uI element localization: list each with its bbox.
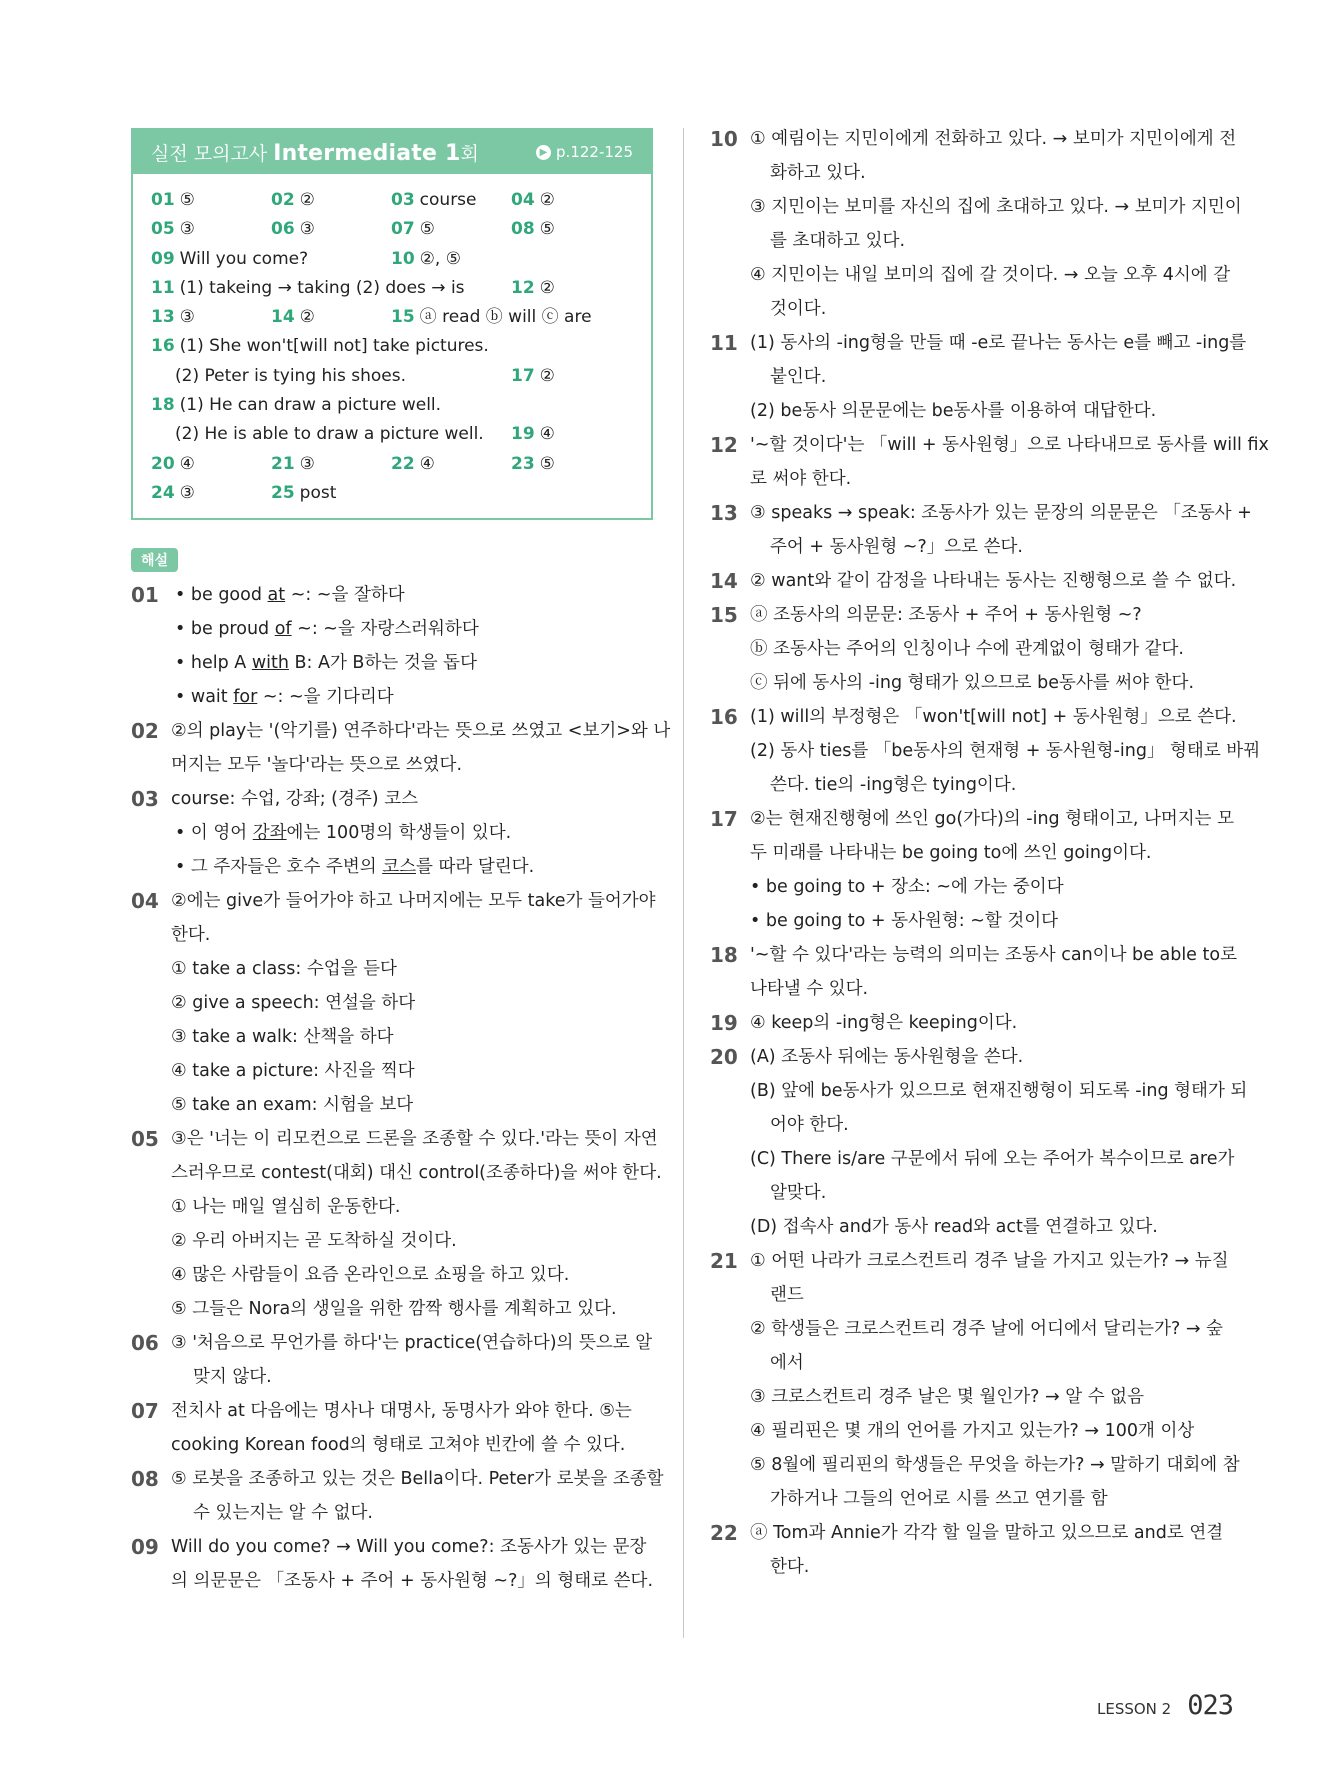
explanation-line: (B) 앞에 be동사가 있으므로 현재진행형이 되도록 -ing 형태가 되 <box>750 1081 1248 1101</box>
explanation-08 <box>131 1462 664 1530</box>
answer-item: 07 ⑤ <box>391 219 435 240</box>
explanation-body <box>171 884 656 1122</box>
explanation-body <box>750 1516 1240 1584</box>
explanation-line: ① 예림이는 지민이에게 전화하고 있다. → 보미가 지민이에게 전 <box>750 129 1237 149</box>
explanation-19 <box>710 1006 1240 1040</box>
explanation-22 <box>710 1516 1240 1584</box>
explanation-line: ③ 지민이는 보미를 자신의 집에 초대하고 있다. → 보미가 지민이 <box>750 197 1242 217</box>
answer-item: 02 ② <box>271 190 315 210</box>
explanation-line: course: 수업, 강좌; (경주) 코스 <box>171 789 418 810</box>
explanation-line: ⓑ 조동사는 주어의 인칭이나 수에 관계없이 형태가 같다. <box>750 639 1184 659</box>
answer-item: 20 ④ <box>151 453 195 474</box>
explanation-number: 05 <box>131 1127 159 1152</box>
explanation-body <box>750 700 1260 802</box>
explanation-line: ③은 '너는 이 리모컨으로 드론을 조종할 수 있다.'라는 뜻이 자연 <box>171 1129 658 1150</box>
explanation-line: 알맞다. <box>770 1183 827 1203</box>
explanation-line: 수 있는지는 알 수 없다. <box>193 1503 373 1524</box>
lesson-label: LESSON 2 <box>1097 1700 1172 1718</box>
explanation-body <box>750 938 1240 1006</box>
explanation-body <box>750 802 1240 938</box>
explanation-line: 맞지 않다. <box>193 1367 272 1388</box>
explanation-21 <box>710 1244 1240 1516</box>
answer-item: 22 ④ <box>391 453 435 474</box>
explanation-line: 것이다. <box>770 299 827 319</box>
explanation-body <box>750 326 1246 428</box>
explanation-line: ⑤ 그들은 Nora의 생일을 위한 깜짝 행사를 계획하고 있다. <box>171 1299 617 1320</box>
explanation-number: 09 <box>131 1535 159 1560</box>
explanation-15 <box>710 598 1240 700</box>
explanation-line: ③ speaks → speak: 조동사가 있는 문장의 의문문은 「조동사 + <box>750 503 1252 523</box>
explanation-10 <box>710 122 1240 326</box>
explanation-line: ① take a class: 수업을 듣다 <box>171 959 397 980</box>
answer-item: 09 Will you come? <box>151 248 309 269</box>
explanation-line: ③ 크로스컨트리 경주 날은 몇 월인가? → 알 수 없음 <box>750 1387 1144 1407</box>
explanation-line: cooking Korean food의 형태로 고쳐야 빈칸에 쓸 수 있다. <box>171 1435 626 1456</box>
explanation-body <box>171 1394 653 1462</box>
explanation-number: 11 <box>710 331 738 355</box>
explanation-line: (2) 동사 ties를 「be동사의 현재형 + 동사원형-ing」 형태로 바꿔 <box>750 741 1261 761</box>
explanation-line: Will do you come? → Will you come?: 조동사가 있는 문장 <box>171 1537 647 1558</box>
answer-list <box>133 174 651 518</box>
explanation-line: ②에는 give가 들어가야 하고 나머지에는 모두 take가 들어가야 <box>171 891 656 912</box>
answer-item: 19 ④ <box>511 424 555 445</box>
explanation-body <box>171 1530 653 1598</box>
explanation-number: 06 <box>131 1331 159 1356</box>
explanation-line: • be going to + 동사원형: ~할 것이다 <box>750 911 1059 931</box>
explanation-line: (1) 동사의 -ing형을 만들 때 -e로 끝나는 동사는 e를 빼고 -ing를 <box>750 333 1247 353</box>
answer-item: 11 (1) takeing → taking (2) does → is <box>151 277 465 298</box>
explanation-line: • be going to + 장소: ~에 가는 중이다 <box>750 877 1064 897</box>
explanation-line: 한다. <box>171 925 211 946</box>
explanation-line: ⑤ take an exam: 시험을 보다 <box>171 1095 414 1116</box>
explanation-line: ⓐ Tom과 Annie가 각각 할 일을 말하고 있으므로 and로 연결 <box>750 1523 1224 1543</box>
explanation-14 <box>710 564 1240 598</box>
explanation-line: 주어 + 동사원형 ~?」으로 쓴다. <box>770 537 1023 557</box>
explanation-number: 19 <box>710 1011 738 1035</box>
explanation-number: 18 <box>710 943 738 967</box>
explanation-line: ② want와 같이 감정을 나타내는 동사는 진행형으로 쓸 수 없다. <box>750 571 1237 591</box>
explanation-body <box>171 1462 664 1530</box>
explanation-06 <box>131 1326 653 1394</box>
explanation-body <box>750 1244 1240 1516</box>
explanation-body <box>171 782 653 884</box>
explanation-line: ④ 필리핀은 몇 개의 언어를 가지고 있는가? → 100개 이상 <box>750 1421 1195 1441</box>
explanation-line: 한다. <box>770 1557 810 1577</box>
explanation-line: 의 의문문은 「조동사 + 주어 + 동사원형 ~?」의 형태로 쓴다. <box>171 1571 654 1592</box>
answer-item: (2) He is able to draw a picture well. <box>175 424 484 445</box>
answer-item: 25 post <box>271 482 337 503</box>
explanation-line: 스러우므로 contest(대회) 대신 control(조종하다)을 써야 한다. <box>171 1163 662 1184</box>
explanation-line: ⑤ 로봇을 조종하고 있는 것은 Bella이다. Peter가 로봇을 조종할 <box>171 1469 664 1490</box>
explanation-line: 두 미래를 나타내는 be going to에 쓰인 going이다. <box>750 843 1152 863</box>
explanation-number: 12 <box>710 433 738 457</box>
answer-item: 10 ②, ⑤ <box>391 248 461 269</box>
answer-item: 18 (1) He can draw a picture well. <box>151 395 442 416</box>
explanation-line: (A) 조동사 뒤에는 동사원형을 쓴다. <box>750 1047 1024 1067</box>
explanation-17 <box>710 802 1240 938</box>
answer-item: 01 ⑤ <box>151 190 195 210</box>
answer-box-header <box>133 130 651 174</box>
explanation-line: ① 나는 매일 열심히 운동한다. <box>171 1197 401 1218</box>
explanation-line: 랜드 <box>770 1285 804 1305</box>
explanation-body <box>750 1006 1240 1040</box>
explanation-line: 에서 <box>770 1353 804 1373</box>
explanation-number: 08 <box>131 1467 159 1492</box>
explanation-line: ② give a speech: 연설을 하다 <box>171 993 416 1014</box>
explanation-11 <box>710 326 1247 428</box>
answer-item: 13 ③ <box>151 307 195 328</box>
explanation-number: 13 <box>710 501 738 525</box>
chevron-right-icon: ▶ <box>536 145 551 160</box>
explanation-body <box>750 122 1242 326</box>
explanation-line: 머지는 모두 '놀다'라는 뜻으로 쓰였다. <box>171 755 463 776</box>
explanation-16 <box>710 700 1261 802</box>
explanation-line: 를 초대하고 있다. <box>770 231 906 251</box>
explanation-body <box>171 714 670 782</box>
page-number: 023 <box>1187 1690 1233 1721</box>
answer-box-title: 실전 모의고사 Intermediate 1회 <box>151 140 479 166</box>
explanation-number: 21 <box>710 1249 738 1273</box>
explanation-line: 나타낼 수 있다. <box>750 979 869 999</box>
explanation-line: ④ take a picture: 사진을 찍다 <box>171 1061 415 1082</box>
explanation-05 <box>131 1122 662 1326</box>
explanation-number: 20 <box>710 1045 738 1069</box>
answer-item: 04 ② <box>511 190 555 210</box>
explanation-line: • be good at ~: ~을 잘하다 <box>171 578 653 612</box>
answer-item: 15 ⓐ read ⓑ will ⓒ are <box>391 307 592 328</box>
explanation-body <box>750 496 1252 564</box>
explanation-line: 어야 한다. <box>770 1115 849 1135</box>
answer-item: 16 (1) She won't[will not] take pictures. <box>151 336 489 357</box>
explanation-body <box>750 1040 1247 1244</box>
explanation-04 <box>131 884 656 1122</box>
answer-item: (2) Peter is tying his shoes. <box>175 365 407 386</box>
explanation-number: 14 <box>710 569 738 593</box>
explanation-number: 04 <box>131 889 159 914</box>
page-footer <box>1097 1690 1233 1721</box>
explanation-number: 02 <box>131 719 159 744</box>
explanation-line: ④ 지민이는 내일 보미의 집에 갈 것이다. → 오늘 오후 4시에 갈 <box>750 265 1231 285</box>
explanation-number: 16 <box>710 705 738 729</box>
explanation-line: 전치사 at 다음에는 명사나 대명사, 동명사가 와야 한다. ⑤는 <box>171 1401 632 1422</box>
answer-item: 21 ③ <box>271 453 315 474</box>
explanation-line: '~할 것이다'는 「will + 동사원형」으로 나타내므로 동사를 will fix <box>750 435 1269 455</box>
right-explanations <box>710 122 1269 1584</box>
explanation-line: • be proud of ~: ~을 자랑스러워하다 <box>171 612 653 646</box>
explanation-12 <box>710 428 1269 496</box>
explanation-number: 07 <box>131 1399 159 1424</box>
explanation-body <box>171 1326 653 1394</box>
explanation-label: 해설 <box>131 548 178 572</box>
explanation-body <box>750 564 1240 598</box>
explanation-line: ④ 많은 사람들이 요즘 온라인으로 쇼핑을 하고 있다. <box>171 1265 570 1286</box>
explanation-number: 22 <box>710 1521 738 1545</box>
explanation-line: • 그 주자들은 호수 주변의 코스를 따라 달린다. <box>171 850 653 884</box>
explanation-body <box>750 428 1269 496</box>
column-divider <box>683 128 684 1638</box>
explanation-number: 17 <box>710 807 738 831</box>
explanation-07 <box>131 1394 653 1462</box>
explanation-number: 01 <box>131 583 159 608</box>
explanation-03 <box>131 782 653 884</box>
answer-item: 12 ② <box>511 277 555 298</box>
explanation-line: (1) will의 부정형은 「won't[will not] + 동사원형」으로 쓴다. <box>750 707 1237 727</box>
explanation-line: (D) 접속사 and가 동사 read와 act를 연결하고 있다. <box>750 1217 1158 1237</box>
explanation-body <box>171 1122 662 1326</box>
explanation-line: ④ keep의 -ing형은 keeping이다. <box>750 1013 1018 1033</box>
explanation-line: • help A with B: A가 B하는 것을 돕다 <box>171 646 653 680</box>
answer-item: 23 ⑤ <box>511 453 555 474</box>
explanation-line: 붙인다. <box>770 367 827 387</box>
explanation-09 <box>131 1530 653 1598</box>
explanation-line: ① 어떤 나라가 크로스컨트리 경주 날을 가지고 있는가? → 뉴질 <box>750 1251 1229 1271</box>
explanation-13 <box>710 496 1252 564</box>
explanation-line: ⑤ 8월에 필리핀의 학생들은 무엇을 하는가? → 말하기 대회에 참 <box>750 1455 1240 1475</box>
explanation-number: 03 <box>131 787 159 812</box>
explanation-line: 로 써야 한다. <box>750 469 852 489</box>
left-explanations <box>131 578 671 1598</box>
explanation-line: ②는 현재진행형에 쓰인 go(가다)의 -ing 형태이고, 나머지는 모 <box>750 809 1235 829</box>
explanation-02 <box>131 714 671 782</box>
answer-item: 24 ③ <box>151 482 195 503</box>
left-column <box>131 128 671 1598</box>
page-reference: ▶ p.122-125 <box>536 143 633 161</box>
explanation-line: (2) be동사 의문문에는 be동사를 이용하여 대답한다. <box>750 401 1157 421</box>
explanation-line: 화하고 있다. <box>770 163 866 183</box>
explanation-line: ② 학생들은 크로스컨트리 경주 날에 어디에서 달리는가? → 숲 <box>750 1319 1223 1339</box>
explanation-body <box>750 598 1240 700</box>
answer-item: 14 ② <box>271 307 315 328</box>
explanation-line: '~할 수 있다'라는 능력의 의미는 조동사 can이나 be able to로 <box>750 945 1237 965</box>
explanation-number: 15 <box>710 603 738 627</box>
explanation-line: • 이 영어 강좌에는 100명의 학생들이 있다. <box>171 816 653 850</box>
explanation-line: (C) There is/are 구문에서 뒤에 오는 주어가 복수이므로 are가 <box>750 1149 1235 1169</box>
explanation-01 <box>131 578 653 714</box>
explanation-line: ⓐ 조동사의 의문문: 조동사 + 주어 + 동사원형 ~? <box>750 605 1142 625</box>
answer-item: 06 ③ <box>271 219 315 240</box>
explanation-line: • wait for ~: ~을 기다리다 <box>171 680 653 714</box>
explanation-line: ⓒ 뒤에 동사의 -ing 형태가 있으므로 be동사를 써야 한다. <box>750 673 1195 693</box>
explanation-line: ②의 play는 '(악기를) 연주하다'라는 뜻으로 쓰였고 <보기>와 나 <box>171 721 671 742</box>
explanation-line: ③ '처음으로 무언가를 하다'는 practice(연습하다)의 뜻으로 알 <box>171 1333 653 1354</box>
answer-item: 08 ⑤ <box>511 219 555 240</box>
answer-box <box>131 128 653 520</box>
answer-item: 05 ③ <box>151 219 195 240</box>
explanation-number: 10 <box>710 127 738 151</box>
explanation-line: ② 우리 아버지는 곧 도착하실 것이다. <box>171 1231 457 1252</box>
explanation-body <box>171 578 653 714</box>
explanation-18 <box>710 938 1240 1006</box>
explanation-line: 가하거나 그들의 언어로 시를 쓰고 연기를 함 <box>770 1489 1108 1509</box>
answer-item: 03 course <box>391 190 477 210</box>
right-column <box>710 127 1269 1584</box>
explanation-line: 쓴다. tie의 -ing형은 tying이다. <box>770 775 1017 795</box>
explanation-line: ③ take a walk: 산책을 하다 <box>171 1027 394 1048</box>
explanation-20 <box>710 1040 1248 1244</box>
answer-item: 17 ② <box>511 365 555 386</box>
